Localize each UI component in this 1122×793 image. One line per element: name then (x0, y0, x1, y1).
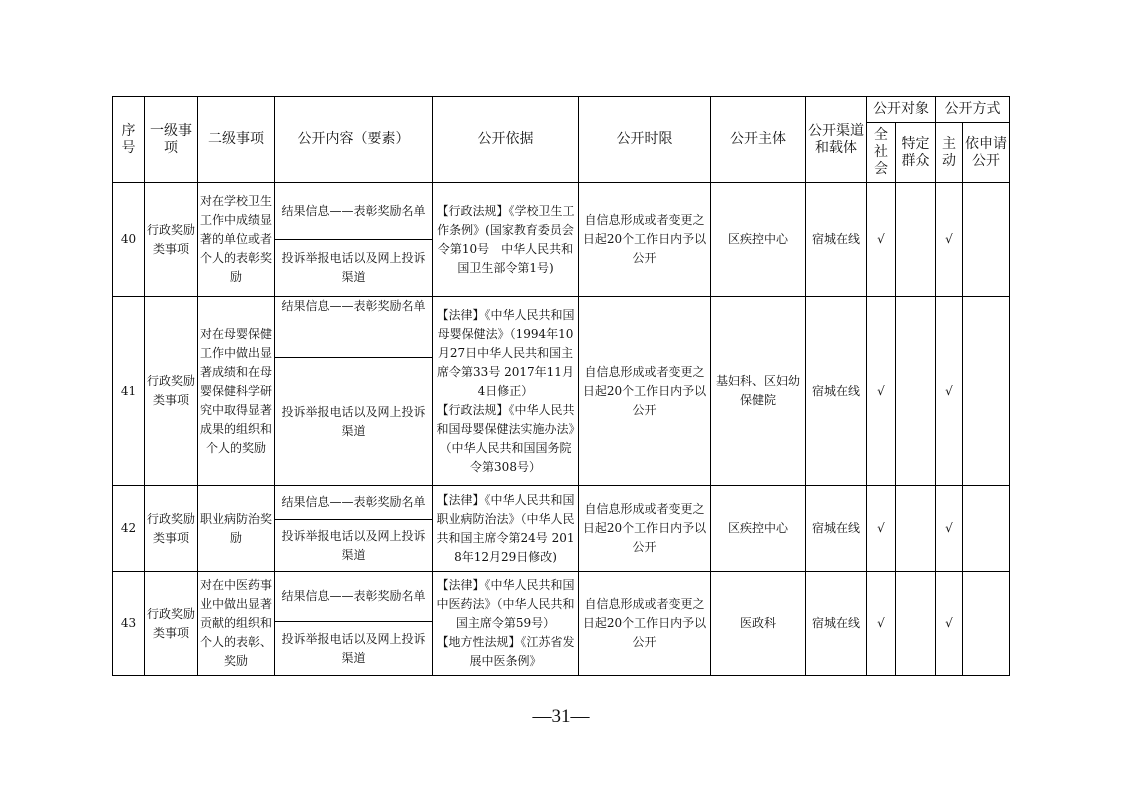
cell-target-all: √ (867, 572, 896, 676)
cell-target-specific (896, 572, 936, 676)
basis-text: 【法律】《中华人民共和国母婴保健法》（1994年10月27日中华人民共和国主席令第33号 2017年11月4日修正） (436, 307, 575, 398)
disclosure-table (112, 96, 1010, 676)
header-basis: 公开依据 (433, 97, 579, 183)
table-row (113, 183, 1010, 240)
cell-content-result: 结果信息——表彰奖励名单 (275, 183, 433, 240)
header-method-request: 依申请公开 (963, 123, 1010, 183)
cell-method-active: √ (936, 572, 963, 676)
basis-text: 【法律】《中华人民共和国中医药法》（中华人民共和国主席令第59号） (436, 578, 575, 630)
cell-seq: 40 (113, 183, 145, 297)
cell-subject: 医政科 (711, 572, 806, 676)
basis-text: 【法律】《中华人民共和国职业病防治法》（中华人民共和国主席令第24号 2018年12月29日修改) (436, 492, 575, 564)
cell-target-all: √ (867, 297, 896, 486)
cell-time-limit: 自信息形成或者变更之日起20个工作日内予以公开 (579, 297, 711, 486)
cell-channel: 宿城在线 (806, 572, 867, 676)
cell-level1: 行政奖励类事项 (145, 183, 198, 297)
cell-basis (433, 297, 579, 486)
header-target: 公开对象 (867, 97, 936, 123)
cell-level2: 对在母婴保健工作中做出显著成绩和在母婴保健科学研究中取得显著成果的组织和个人的奖励 (198, 297, 275, 486)
basis-text: 【行政法规】《中华人民共和国母婴保健法实施办法》（中华人民共和国国务院令第308号） (436, 402, 575, 474)
cell-level1: 行政奖励类事项 (145, 572, 198, 676)
cell-basis (433, 572, 579, 676)
cell-subject: 区疾控中心 (711, 183, 806, 297)
cell-content-result: 结果信息——表彰奖励名单 (275, 486, 433, 520)
cell-subject: 基妇科、区妇幼保健院 (711, 297, 806, 486)
cell-target-all: √ (867, 486, 896, 572)
cell-target-specific (896, 486, 936, 572)
cell-subject: 区疾控中心 (711, 486, 806, 572)
cell-target-all: √ (867, 183, 896, 297)
table-body (113, 183, 1010, 676)
header-channel: 公开渠道和载体 (806, 97, 867, 183)
cell-seq: 43 (113, 572, 145, 676)
header-method-active: 主动 (936, 123, 963, 183)
table-row (113, 486, 1010, 520)
header-content: 公开内容（要素） (275, 97, 433, 183)
cell-method-request (963, 183, 1010, 297)
header-level1: 一级事项 (145, 97, 198, 183)
cell-content-complaint: 投诉举报电话以及网上投诉渠道 (275, 240, 433, 297)
cell-content-result: 结果信息——表彰奖励名单 (275, 572, 433, 622)
cell-time-limit: 自信息形成或者变更之日起20个工作日内予以公开 (579, 486, 711, 572)
table-row (113, 297, 1010, 358)
header-seq: 序号 (113, 97, 145, 183)
header-target-all: 全社会 (867, 123, 896, 183)
cell-seq: 41 (113, 297, 145, 486)
header-subject: 公开主体 (711, 97, 806, 183)
cell-method-active: √ (936, 183, 963, 297)
cell-target-specific (896, 297, 936, 486)
cell-seq: 42 (113, 486, 145, 572)
basis-text: 【行政法规】《学校卫生工作条例》(国家教育委员会令第10号 中华人民共和国卫生部令第1号) (436, 203, 575, 275)
cell-method-request (963, 297, 1010, 486)
cell-level1: 行政奖励类事项 (145, 486, 198, 572)
cell-channel: 宿城在线 (806, 297, 867, 486)
table-header (113, 97, 1010, 183)
cell-level2: 对在学校卫生工作中成绩显著的单位或者个人的表彰奖励 (198, 183, 275, 297)
cell-level2: 职业病防治奖励 (198, 486, 275, 572)
header-target-specific: 特定群众 (896, 123, 936, 183)
page-number: —31— (532, 706, 590, 727)
cell-time-limit: 自信息形成或者变更之日起20个工作日内予以公开 (579, 572, 711, 676)
table-row (113, 572, 1010, 622)
basis-text: 【地方性法规】《江苏省发展中医条例》 (436, 635, 575, 668)
cell-method-request (963, 486, 1010, 572)
cell-level2: 对在中医药事业中做出显著贡献的组织和个人的表彰、奖励 (198, 572, 275, 676)
cell-channel: 宿城在线 (806, 486, 867, 572)
cell-method-active: √ (936, 486, 963, 572)
header-level2: 二级事项 (198, 97, 275, 183)
cell-content-complaint: 投诉举报电话以及网上投诉渠道 (275, 622, 433, 676)
cell-level1: 行政奖励类事项 (145, 297, 198, 486)
cell-content-result: 结果信息——表彰奖励名单 (275, 297, 433, 358)
header-method: 公开方式 (936, 97, 1010, 123)
cell-time-limit: 自信息形成或者变更之日起20个工作日内予以公开 (579, 183, 711, 297)
header-time-limit: 公开时限 (579, 97, 711, 183)
cell-method-request (963, 572, 1010, 676)
cell-basis (433, 486, 579, 572)
cell-target-specific (896, 183, 936, 297)
cell-content-complaint: 投诉举报电话以及网上投诉渠道 (275, 358, 433, 486)
cell-basis (433, 183, 579, 297)
cell-channel: 宿城在线 (806, 183, 867, 297)
cell-method-active: √ (936, 297, 963, 486)
cell-content-complaint: 投诉举报电话以及网上投诉渠道 (275, 520, 433, 572)
